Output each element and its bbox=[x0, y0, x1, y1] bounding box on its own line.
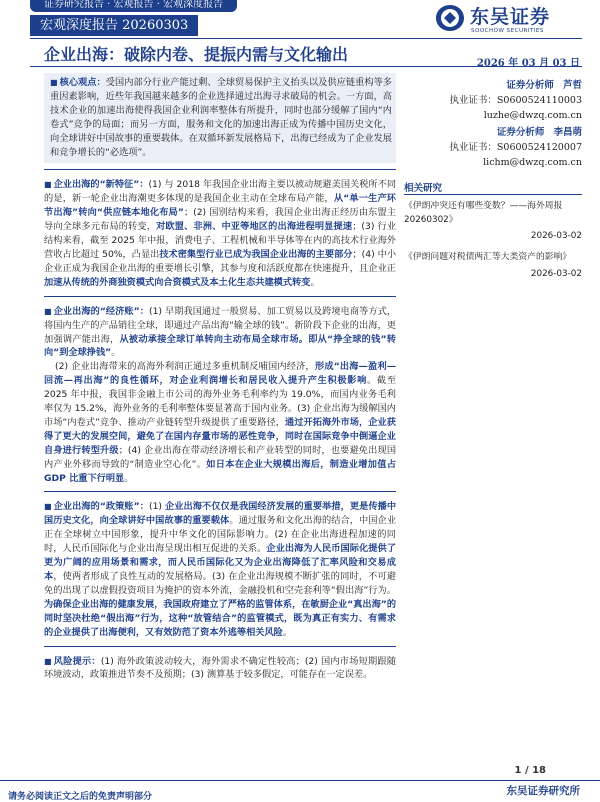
cert-number: S0600524120007 bbox=[496, 142, 582, 153]
section-heading: 企业出海的“新特征”： bbox=[53, 179, 149, 191]
section-emphasis: 如日本在企业大规模出海后，制造业增加值占 GDP 比重下行明显 bbox=[44, 458, 397, 484]
related-item-date: 2026-03-02 bbox=[530, 231, 582, 241]
section-emphasis: 形成“出海—盈利—回流—再出海”的良性循环，对企业利润增长和居民收入提升产生积极影响 bbox=[44, 361, 397, 387]
analyst-role: 证券分析师 bbox=[506, 80, 554, 91]
section-emphasis: 对欧盟、非洲、中亚等地区的出海进程明显提速 bbox=[156, 221, 353, 233]
section-emphasis: 从“单一生产环节出海”转向“供应链本地化布局” bbox=[44, 193, 396, 219]
section-text: 。截至 2025 年中报，我国非金融上市公司的海外业务毛利率约为 19.0%，而国内业务毛利率仅为 15.2%，海外业务的毛利率整体要显著高于国内业务。(3) 企业出海为缓解国内市场“内卷式”竞争、推动产业链转型升级提供了重要路径， bbox=[44, 375, 397, 428]
analyst-card bbox=[400, 78, 582, 123]
section-text: (1) 与 2018 年我国企业出海主要以被动规避美国关税所不同的是，新一轮企业出海潮更多体现的是我国企业主动在全球布局产能， bbox=[44, 179, 397, 205]
report-type-label: 宏观深度报告 20260303 bbox=[30, 15, 198, 36]
section-text: 。 bbox=[310, 276, 320, 288]
core-view-block bbox=[44, 73, 396, 163]
footer-divider bbox=[0, 780, 600, 781]
section-emphasis: 通过开拓海外市场，企业获得了更大的发展空间，避免了在国内存量市场的恶性竞争，同时在国际竞争中倒逼企业自身进行转型升级 bbox=[44, 416, 396, 456]
section-new-features bbox=[44, 178, 396, 289]
section-text: 。 bbox=[282, 626, 293, 638]
related-item-date: 2026-03-02 bbox=[530, 268, 582, 279]
section-emphasis: 技术密集型行业已成为我国企业出海的主要部分 bbox=[159, 248, 353, 260]
analyst-role: 证券分析师 bbox=[496, 127, 545, 138]
section-text: (1) 海外政策波动较大，海外需求不确定性较高；(2) 国内市场短期跟随环境波动，政策推进节奏不及预期；(3) 测算基于较多假定，可能存在一定误差。 bbox=[44, 655, 397, 681]
related-item-link[interactable]: 《伊朗问题对税债两汇等大类资产的影响》 bbox=[404, 252, 572, 262]
section-text: ；(4) 企业出海在带动经济增长和产业转型的同时，也要避免出现国内产业外移而导致的“制造业空心化”。 bbox=[44, 444, 397, 470]
section-heading: 风险提示： bbox=[53, 655, 101, 667]
section-policy bbox=[44, 500, 396, 639]
section-text: (1) 早期我国通过一般贸易、加工贸易以及跨境电商等方式，将国内生产的产品销往全球，即通过产品出海“输全球的钱”。新阶段下企业的出海，更加强调产能出海， bbox=[44, 305, 397, 345]
bullet-icon: ■ bbox=[44, 180, 52, 190]
header-divider bbox=[30, 38, 582, 39]
section-emphasis: 企业出海不仅仅是我国经济发展的重要举措，更是传播中国历史文化，向全球讲好中国故事的重要载体 bbox=[44, 501, 397, 527]
section-heading: 企业出海的“经济账”： bbox=[53, 305, 149, 317]
section-text: 。通过服务和文化出海的结合，中国企业正在全球树立中国形象，提升中华文化的国际影响力。(2) 在企业出海进程加速的同时，人民币国际化与企业出海呈现出相互促进的关系。 bbox=[44, 515, 397, 555]
bullet-icon: ■ bbox=[50, 78, 58, 87]
analyst-card bbox=[400, 125, 582, 170]
section-emphasis: 企业出海为人民币国际化提供了更为广阔的应用场景和需求，而人民币国际化又为企业出海降低了汇率风险和交易成本 bbox=[44, 543, 397, 582]
section-text: ；(2) 国别结构来看，我国企业出海正经历由东盟主导向全球多元布局的转变， bbox=[44, 207, 396, 233]
report-title: 企业出海：破除内卷、提振内需与文化输出 bbox=[44, 45, 349, 64]
section-text: ，使两者形成了良性互动的发展格局。(3) 在企业出海规模不断扩张的同时，不可避免的出现了以虚假投资项目为掩护的资本外流，金融投机和空壳套利等“假出海”行为。 bbox=[44, 571, 397, 596]
soochow-logo-icon bbox=[434, 3, 466, 33]
cert-label: 执业证书： bbox=[449, 142, 497, 153]
institute-name: 东吴证券研究所 bbox=[506, 785, 580, 797]
breadcrumb: 证券研究报告 · 宏观报告 · 宏观深度报告 bbox=[30, 0, 237, 12]
cert-label: 执业证书： bbox=[449, 95, 497, 106]
analyst-email[interactable]: luzhe@dwzq.com.cn bbox=[483, 110, 582, 121]
section-text: (1) bbox=[149, 501, 165, 513]
analyst-name: 李昌萌 bbox=[553, 127, 582, 138]
section-text: ；(4) 中小企业正成为我国企业出海的重要增长引擎，其参与度和活跃度都在快速提升，且企业正 bbox=[44, 248, 397, 274]
bullet-icon: ■ bbox=[44, 306, 52, 316]
section-economic bbox=[44, 305, 396, 486]
related-research-list bbox=[404, 194, 582, 279]
page-number: 1 / 18 bbox=[514, 765, 546, 776]
bullet-icon: ■ bbox=[44, 656, 52, 666]
section-emphasis: 从被动承接全球订单转向主动布局全球市场。即从“挣全球的钱”转向“到全球挣钱” bbox=[44, 333, 396, 359]
section-text: 。 bbox=[111, 347, 121, 359]
section-emphasis: 为确保企业出海的健康发展，我国政府建立了严格的监管体系，在敏厨企业“真出海”的同时坚决杜绝“假出海”行为，这种“放管结合”的监管模式，既为真正有实力、有需求的企业提供了出海便利，又有效防范了资本外逃等相关风险 bbox=[44, 598, 397, 638]
core-view-text: 受国内部分行业产能过剩、全球贸易保护主义抬头以及供应链重构等多重因素影响，近些年我国越来越多的企业选择通过出海寻求破局的机会。一方面，高技术企业的加速出海使得我国企业利润率整体有所提升，同时也部分缓解了国内“内卷式”竞争的局面；而另一方面，服务和文化的加速出海正成为传播中国历史文化，向全球讲好中国故事的重要载体。在双循环新发展格局下，出海已经成为了企业发展和竞争增长的“必选项”。 bbox=[50, 77, 392, 158]
analyst-email[interactable]: lichm@dwzq.com.cn bbox=[483, 157, 582, 168]
section-text: ；(3) 行业结构来看，截至 2025 年中报，消费电子、工程机械和半导体等在内的高技术行业海外营收占比超过 50%，凸显出 bbox=[44, 221, 397, 260]
report-header bbox=[0, 0, 600, 48]
section-divider bbox=[44, 169, 396, 170]
section-divider bbox=[44, 296, 396, 297]
section-heading: 企业出海的“政策账”： bbox=[53, 501, 149, 513]
report-date: 2026 年 03 月 03 日 bbox=[476, 58, 580, 69]
analyst-name: 芦哲 bbox=[562, 80, 582, 91]
section-emphasis: 加速从传统的外商独资模式向合资模式及本土化生态共建模式转变 bbox=[44, 276, 311, 288]
cert-number: S0600524110003 bbox=[496, 95, 582, 106]
bullet-icon: ■ bbox=[44, 502, 52, 512]
section-divider bbox=[44, 491, 396, 492]
analyst-panel bbox=[400, 78, 582, 170]
section-paragraph bbox=[44, 360, 396, 485]
core-view-heading: 核心观点： bbox=[59, 77, 106, 88]
brand-english-name: SOOCHOW SECURITIES bbox=[471, 28, 544, 34]
related-item-link[interactable]: 《伊朗冲突还有哪些变数？——海外周报 20260302》 bbox=[404, 201, 563, 225]
brand-name: 东吴证券 bbox=[470, 6, 551, 28]
main-content bbox=[44, 73, 396, 682]
section-risk bbox=[44, 655, 396, 683]
related-research-heading: 相关研究 bbox=[404, 183, 443, 194]
disclaimer-note: 请务必阅读正文之后的免责声明部分 bbox=[8, 792, 153, 802]
brand-logo bbox=[434, 2, 584, 42]
section-text: (2) 企业出海带来的高海外利润正通过多重机制反哺国内经济， bbox=[55, 361, 315, 373]
section-divider bbox=[44, 646, 396, 647]
section-text: 。 bbox=[124, 472, 134, 484]
